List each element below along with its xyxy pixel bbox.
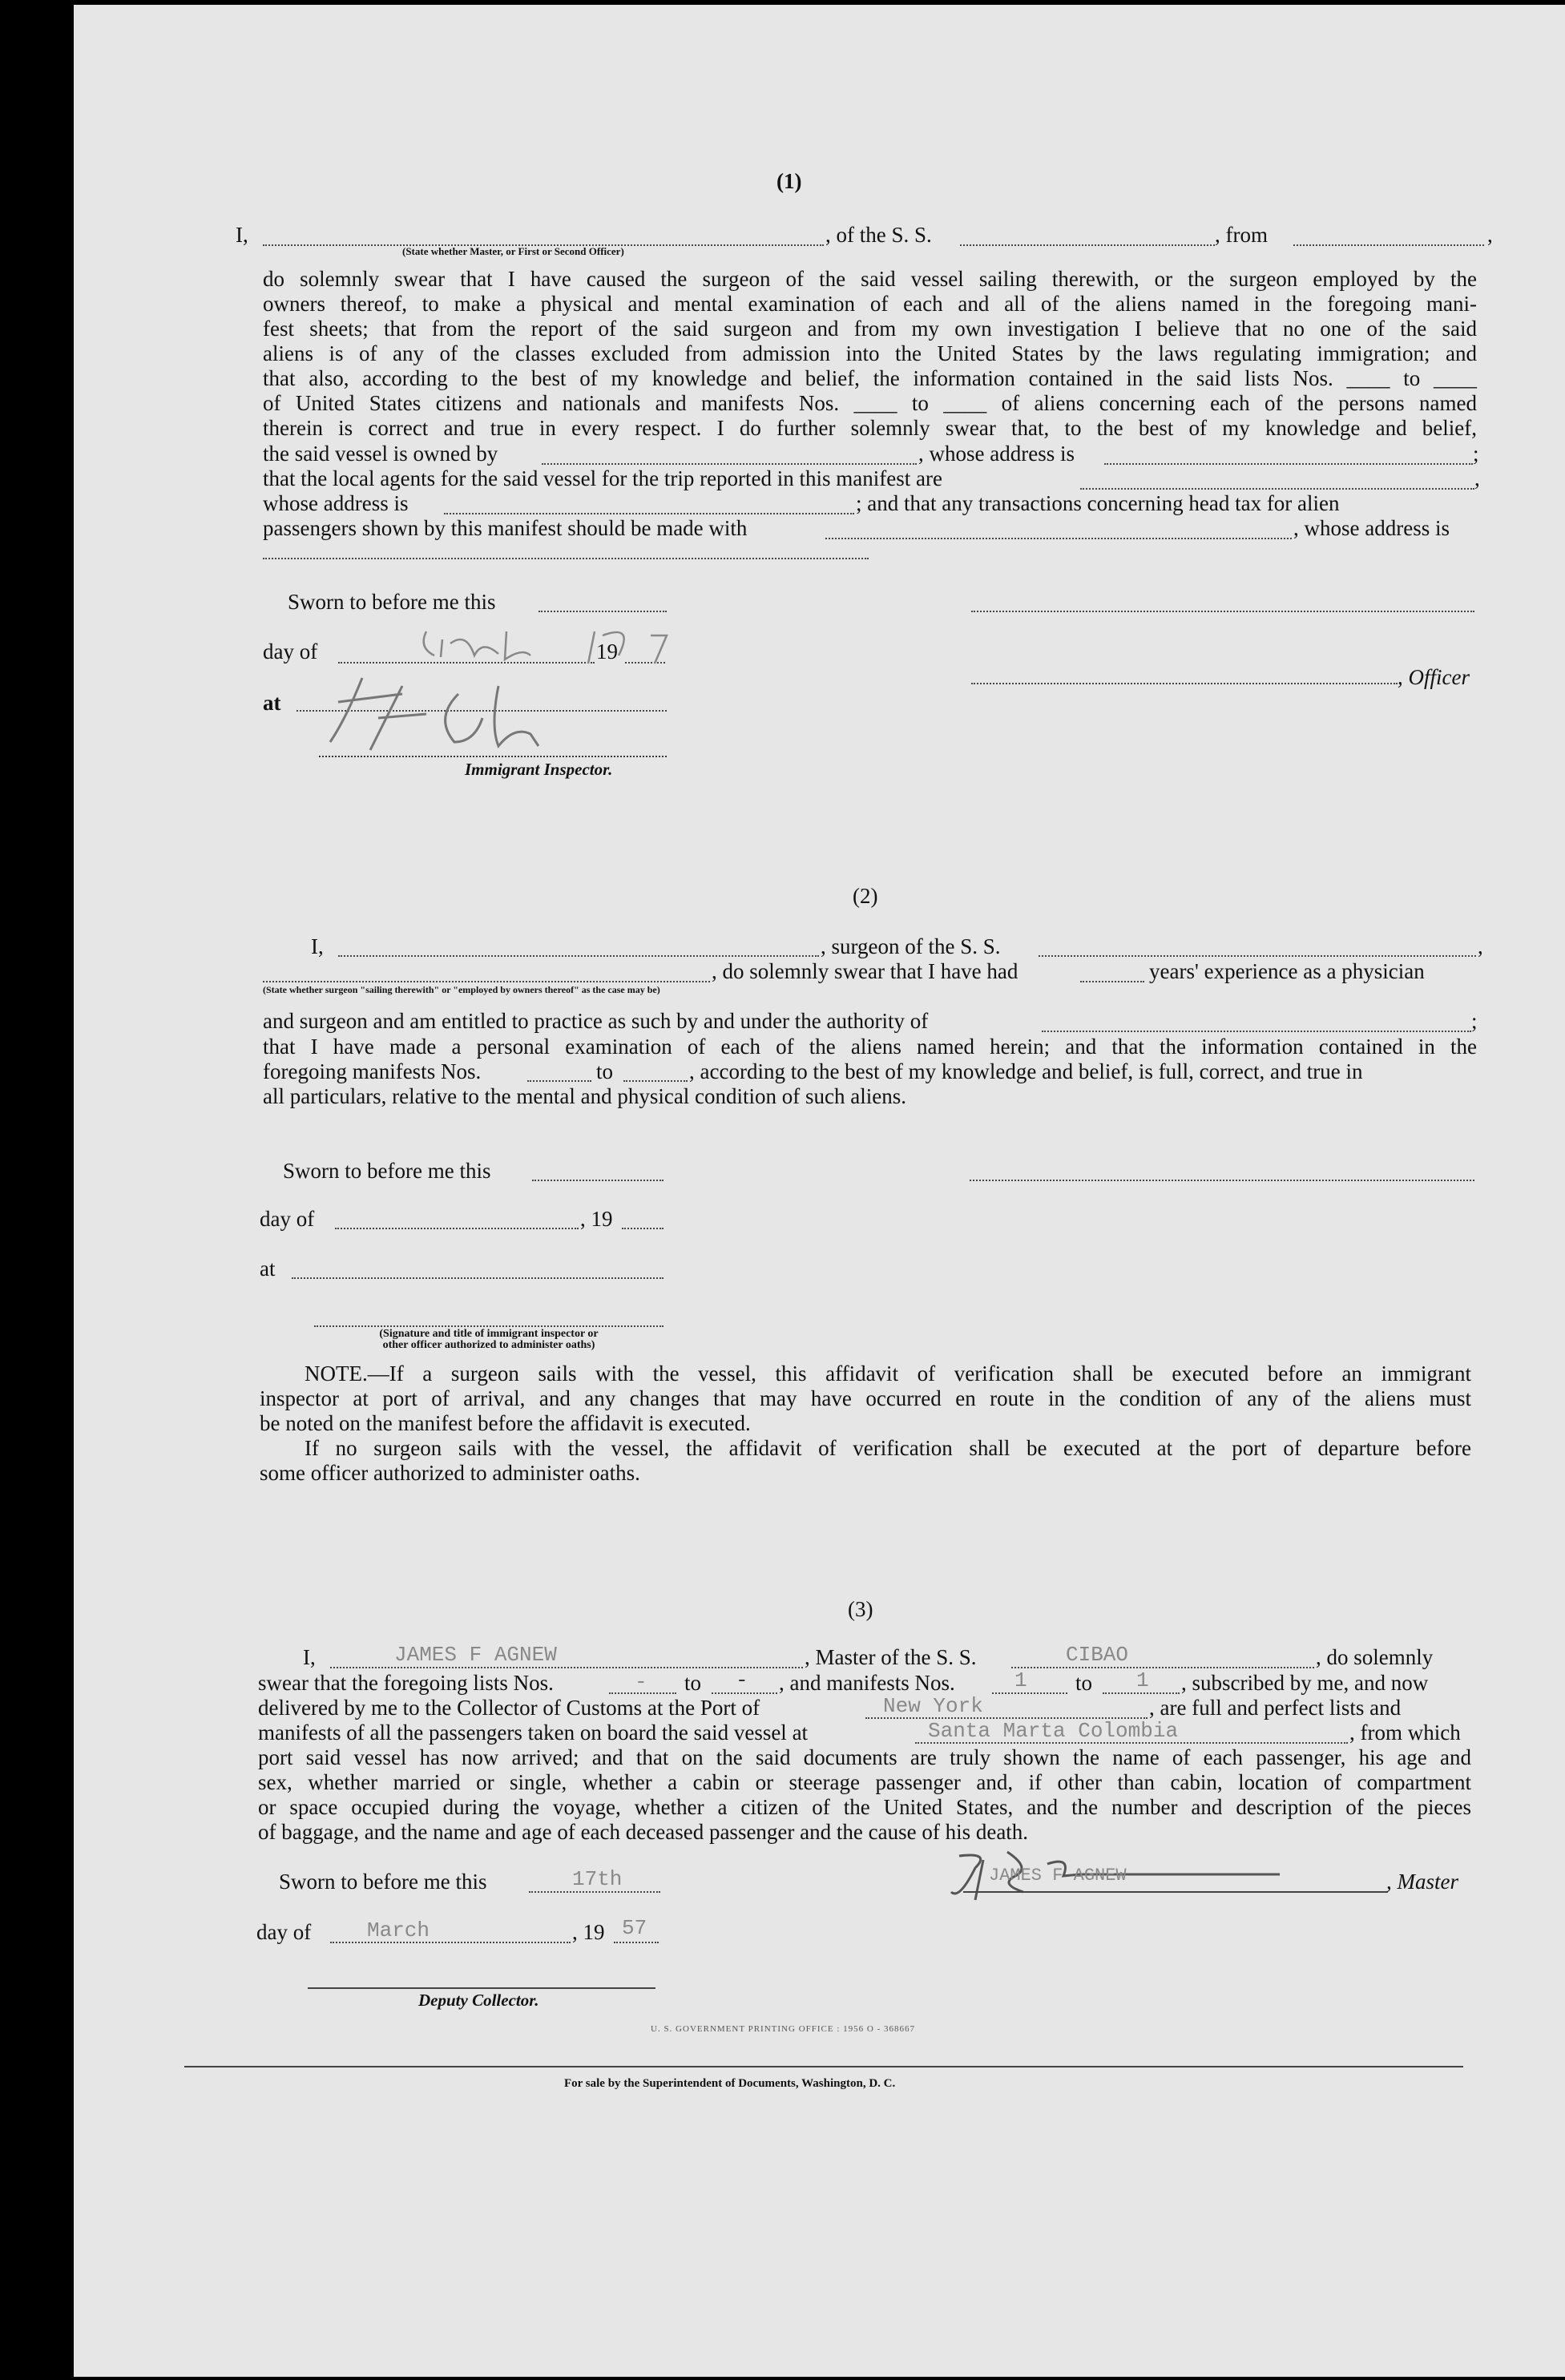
footer-rule [184,2066,1463,2067]
sec2-sig-note-2: other officer authorized to administer oaths) [382,1339,595,1351]
sec2-years-line [1080,981,1144,982]
sec1-of-ss-label: , of the S. S. [825,223,932,247]
sec2-exam-text: that I have made a personal examination of each of the aliens named herein; and that the information contained in the [263,1035,1477,1059]
sec3-swear-lists-label: swear that the foregoing lists Nos. [258,1671,554,1695]
sec1-day-of-label: day of [263,639,318,664]
sec1-owned-by-label: the said vessel is owned by [263,442,498,466]
sec1-at-label: at [263,691,281,715]
sec1-comma2: , [1474,466,1480,490]
sec3-manifests-all-label: manifests of all the passengers taken on board the said vessel at [258,1720,809,1745]
sec1-whose-address-label2: whose address is [263,491,409,515]
sec3-year: 57 [622,1916,647,1940]
sec1-comma: , [1487,223,1493,247]
sec2-state-note: (State whether surgeon "sailing therewith" or "employed by owners thereof" as the case may be) [263,984,660,995]
sec1-owner-line [542,463,917,465]
sec2-surgeon-name-line [338,955,819,957]
sec1-head-tax-address-line [263,558,869,559]
sec1-body-line: that also, according to the best of my knowledge and belief, the information contained in the said lists Nos. ____ to ____ [263,366,1477,390]
sec3-full-lists-label: , are full and perfect lists and [1149,1696,1402,1720]
sec2-sworn-label: Sworn to before me this [283,1159,491,1183]
sec3-lists-to: - [736,1668,748,1692]
inspector-signature [314,670,603,758]
sec3-subscribed-label: , subscribed by me, and now [1181,1671,1429,1695]
sec2-particulars: all particulars, relative to the mental and physical condition of such aliens. [263,1084,906,1108]
sec1-year-prefix: 19 [596,639,618,664]
sec2-to-label: to [596,1059,614,1083]
sec3-master-sign-line [963,1891,1388,1893]
sec2-at-label: at [260,1257,276,1281]
sec3-year-line [614,1942,659,1943]
sec1-sworn-label: Sworn to before me this [288,590,496,614]
sec2-sig-note [314,1329,664,1351]
sec3-master-name: JAMES F AGNEW [394,1643,557,1667]
sec1-inspector-label: Immigrant Inspector. [465,760,613,779]
sec3-departure-port: Santa Marta Colombia [928,1719,1179,1743]
sec3-year-prefix: , 19 [572,1920,605,1944]
sec3-last-line: of baggage, and the name and age of each deceased passenger and the cause of his death. [258,1820,1029,1844]
sec1-whose-address-label3: , whose address is [1293,516,1450,540]
sec2-year-prefix: , 19 [580,1207,613,1231]
sec2-manifest-from-line [527,1080,591,1082]
sec3-sworn-day: 17th [572,1867,623,1891]
sec2-day-line [335,1228,579,1229]
sec3-man-from: 1 [1014,1668,1027,1692]
sec3-month: March [367,1918,430,1942]
sec3-lists-from: - [635,1670,647,1694]
sec1-from-line [1293,244,1484,246]
sec2-at-line [292,1277,664,1279]
sec3-body-line: sex, whether married or single, whether a cabin or steerage passenger and, if other than cabin, location of compartment [258,1770,1471,1794]
sec3-master-label: , Master [1386,1870,1458,1894]
sec3-man-to-line [1103,1692,1180,1694]
sec2-note-1-line: NOTE.—If a surgeon sails with the vessel, this affidavit of verification shall be executed before an immigrant [305,1361,1471,1386]
sec2-year-line [622,1228,664,1229]
sec2-officer-sign-line [970,1180,1474,1181]
sec2-note-2-last: some officer authorized to administer oaths. [260,1461,640,1485]
sec1-ship-line [960,244,1215,246]
sec3-body-line: port said vessel has now arrived; and that on the said documents are truly shown the name of each passenger, his age and [258,1745,1471,1769]
sec1-agents-address-line [444,513,854,514]
sec2-state-line [263,981,710,982]
sec3-man-to: 1 [1136,1668,1149,1692]
sec3-from-which-label: , from which [1349,1720,1461,1745]
sec1-head-tax-line [825,538,1292,539]
sec1-body-line: of United States citizens and nationals and manifests Nos. ____ to ____ of aliens concerning each of the persons named [263,391,1477,415]
sec3-lists-to-line [712,1692,777,1694]
sec3-sworn-line [529,1891,660,1893]
sec1-officer-sign-line [971,611,1474,612]
sec3-master-typed: JAMES F AGNEW [989,1866,1127,1886]
section-2-heading: (2) [853,884,878,908]
sec2-foregoing-label: foregoing manifests Nos. [263,1059,482,1083]
sec3-delivered-label: delivered by me to the Collector of Customs at the Port of [258,1696,760,1720]
manifest-page [74,5,1565,2377]
sec1-body-line: therein is correct and true in every respect. I do further solemnly swear that, to the best of my knowledge and belief, [263,416,1477,440]
sec1-from-label: , from [1215,223,1268,247]
sec1-semicolon: ; [1473,442,1479,466]
sec3-manifests-label: , and manifests Nos. [779,1671,955,1695]
sec2-note-1-line: inspector at port of arrival, and any changes that may have occurred en route in the condition of any of the aliens must [260,1386,1471,1410]
sec1-inspector-line [319,756,667,757]
sec1-owner-address-line [1104,463,1473,465]
sec2-semicolon: ; [1471,1009,1478,1033]
gpo-imprint: U. S. GOVERNMENT PRINTING OFFICE : 1956 O - 368667 [651,2024,916,2034]
sec2-signature-line [314,1325,664,1327]
sec3-to-label: to [684,1671,702,1695]
sec3-ship-name: CIBAO [1066,1643,1129,1667]
sec3-day-of-label: day of [256,1920,312,1944]
sec2-authority-label: and surgeon and am entitled to practice as such by and under the authority of [263,1009,929,1033]
sec1-head-tax-label: ; and that any transactions concerning head tax for alien [856,491,1340,515]
footer-sale: For sale by the Superintendent of Documents, Washington, D. C. [564,2077,896,2090]
sec2-note-1-last: be noted on the manifest before the affidavit is executed. [260,1411,751,1435]
sec1-passengers-label: passengers shown by this manifest should be made with [263,516,748,540]
sec3-deputy-line [308,1987,655,1989]
sec3-deputy-label: Deputy Collector. [418,1991,539,2010]
sec3-port: New York [883,1694,983,1718]
sec2-sig-note-1: (Signature and title of immigrant inspector or [379,1328,599,1340]
sec1-body-line: aliens is of any of the classes excluded from admission into the United States by the laws regulating immigration; and [263,341,1477,365]
sec2-ship-line [1039,955,1476,957]
sec2-note-2-line: If no surgeon sails with the vessel, the affidavit of verification shall be executed at the port of departure before [305,1436,1471,1460]
section-3-heading: (3) [848,1597,873,1621]
sec3-master-of-label: , Master of the S. S. [805,1645,977,1669]
sec1-sworn-line [538,611,667,612]
sec2-day-of-label: day of [260,1207,315,1231]
sec1-date-scrawl [410,615,683,672]
sec1-agents-line [1080,488,1474,490]
sec1-whose-address-label: , whose address is [918,442,1075,466]
sec1-body [263,267,1477,441]
sec3-body [258,1745,1471,1820]
sec2-sworn-line [532,1180,664,1181]
sec2-i-label: I, [311,934,324,958]
sec3-man-from-line [992,1692,1067,1694]
sec3-sworn-label: Sworn to before me this [279,1870,487,1894]
sec3-ship-line [1011,1667,1314,1668]
sec2-manifest-to-line [623,1080,688,1082]
sec2-authority-line [1042,1031,1471,1032]
sec2-according-label: , according to the best of my knowledge and belief, is full, correct, and true in [689,1059,1363,1083]
sec1-body-line: do solemnly swear that I have caused the surgeon of the said vessel sailing therewith, or the surgeon employed by the [263,267,1477,291]
sec1-body-line: owners thereof, to make a physical and mental examination of each and all of the aliens named in the foregoing mani- [263,292,1477,316]
sec1-i-label: I, [236,223,248,247]
sec2-comma: , [1478,934,1483,958]
sec1-local-agents-label: that the local agents for the said vessel for the trip reported in this manifest are [263,466,942,490]
sec2-swear-label: , do solemnly swear that I have had [712,959,1018,983]
sec1-officer-line [971,683,1398,684]
sec3-body-line: or space occupied during the voyage, whether a citizen of the United States, and the number and description of the pieces [258,1795,1471,1819]
sec1-officer-label: , Officer [1398,665,1470,689]
sec3-i-label: I, [303,1645,316,1669]
sec3-day-line [330,1942,571,1943]
sec3-master-name-line [330,1667,803,1668]
sec3-to-label2: to [1075,1671,1093,1695]
sec1-body-line: fest sheets; that from the report of the said surgeon and from my own investigation I believe that no one of the said [263,317,1477,341]
sec2-exam-line [263,1035,1477,1059]
sec2-note-1 [260,1361,1471,1411]
section-1-heading: (1) [776,169,802,193]
sec2-surgeon-of-label: , surgeon of the S. S. [821,934,1001,958]
sec2-note-2 [305,1436,1471,1461]
sec1-state-note: (State whether Master, or First or Second Officer) [402,245,624,257]
sec2-years-label: years' experience as a physician [1149,959,1425,983]
sec3-solemnly-label: , do solemnly [1316,1645,1434,1669]
